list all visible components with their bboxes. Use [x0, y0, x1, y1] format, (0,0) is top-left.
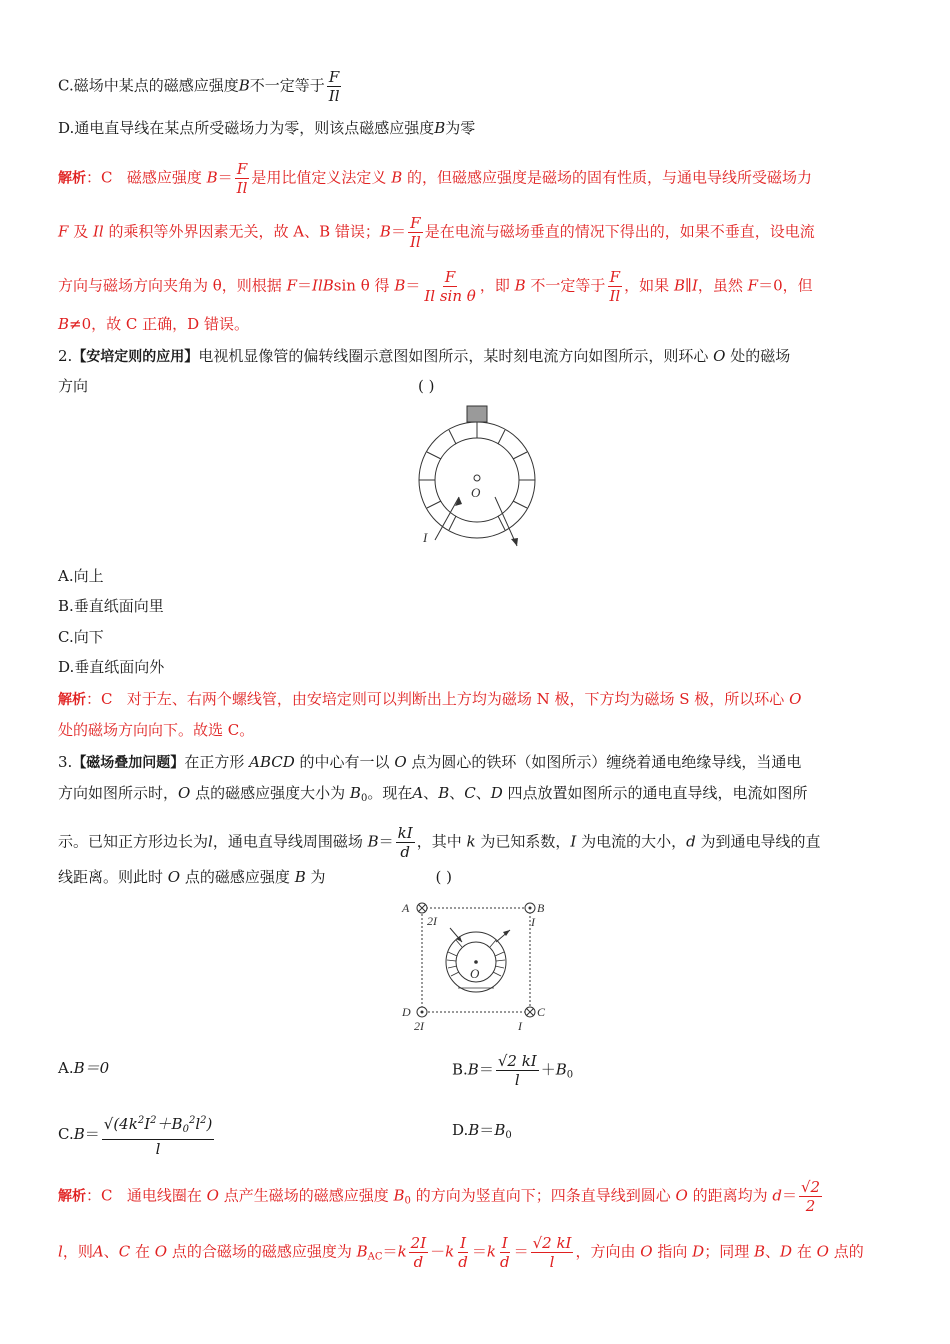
q3-stem-line4: 线距离。则此时 O 点的磁感应强度 B 为 ( )	[58, 868, 452, 886]
svg-text:I: I	[531, 915, 535, 929]
svg-text:B: B	[537, 901, 545, 915]
svg-text:2I: 2I	[414, 1019, 424, 1033]
q2-option-c: C.向下	[58, 628, 104, 646]
q3-analysis-line1: 解析：C 通电线圈在 O 点产生磁场的磁感应强度 $B_0$ 的方向为竖直向下；四条直导线到圆心 O 的距离均为 d＝ $\frac{√2}{2}$	[58, 1178, 821, 1215]
q1-analysis-line3: 方向与磁场方向夹角为 θ，则根据 F＝IlBsin θ 得 B＝ $\frac{F}{\text{Il sin θ}}$ ，即 B 不一定等于 $\frac{F}{Il}$ ，如果 B∥I，虽然 F＝0，但	[58, 268, 813, 305]
q1-option-c: C.磁场中某点的磁感应强度B不一定等于 $\frac{F}{Il}$	[58, 68, 340, 105]
svg-text:O: O	[471, 485, 481, 500]
q3-square-wires-figure	[398, 896, 552, 1036]
q2-deflection-coil-figure	[405, 400, 545, 552]
q1-analysis-line1: 解析：C 磁感应强度 B＝ $\frac{F}{Il}$ 是用比值定义法定义 B 的，但磁感应强度是磁场的固有性质，与通电导线所受磁场力	[58, 160, 813, 197]
q3-option-c: C.B＝ $\frac{√(4k^2I^2+B_0^2l^2)}{l}$	[58, 1112, 216, 1158]
q3-stem-line2: 方向如图所示时，O 点的磁感应强度大小为 $B_0$。现在A、B、C、D 四点放置如图所示的通电直导线，电流如图所	[58, 784, 808, 804]
q1-option-d: D.通电直导线在某点所受磁场力为零，则该点磁感应强度B为零	[58, 119, 476, 137]
svg-text:I: I	[423, 530, 428, 545]
q2-stem-line2: 方向 ( )	[58, 377, 435, 395]
q3-analysis-line2: l，则A、C 在 O 点的合磁场的磁感应强度为 $B_{AC}=k$ $\frac{2I}{d}$ －k $\frac{I}{d}$ ＝k $\frac{I}{d}$ ＝ $\frac{√2 kI}{l}$ ，方向由 O 指向 D；同理 B、D 在 O 点的	[58, 1234, 864, 1271]
q3-option-a: A.B＝0	[58, 1059, 110, 1077]
svg-text:C: C	[537, 1005, 546, 1019]
q2-option-d: D.垂直纸面向外	[58, 658, 165, 676]
svg-text:A: A	[402, 901, 410, 915]
q2-stem-line1: 2.【安培定则的应用】电视机显像管的偏转线圈示意图如图所示，某时刻电流方向如图所示，则环心 O 处的磁场	[58, 347, 791, 365]
q2-analysis-line1: 解析：C 对于左、右两个螺线管，由安培定则可以判断出上方均为磁场 N 极，下方均为磁场 S 极，所以环心 O	[58, 690, 802, 708]
q2-option-b: B.垂直纸面向里	[58, 597, 164, 615]
q3-stem-line3: 示。已知正方形边长为l，通电直导线周围磁场 B＝ $\frac{kI}{d}$ ，其中 k 为已知系数，I 为电流的大小，d 为到通电导线的直	[58, 824, 821, 861]
q3-option-d: $D.B=B_0$	[452, 1121, 512, 1141]
svg-text:I: I	[518, 1019, 522, 1033]
svg-text:D: D	[402, 1005, 411, 1019]
q3-stem-line1: 3.【磁场叠加问题】在正方形 ABCD 的中心有一以 O 点为圆心的铁环（如图所示）缠绕着通电绝缘导线，当通电	[58, 753, 802, 771]
q1-analysis-line2: F 及 Il 的乘积等外界因素无关，故 A、B 错误；B＝ $\frac{F}{Il}$ 是在电流与磁场垂直的情况下得出的，如果不垂直，设电流	[58, 214, 815, 251]
fraction-f-over-il: $\frac{F}{Il}$	[328, 68, 340, 105]
q3-option-b: B.B＝ $\frac{√2 kI}{l}$ $+B_0$	[452, 1052, 574, 1089]
svg-text:2I: 2I	[427, 914, 437, 928]
q2-option-a: A.向上	[58, 567, 104, 585]
q1-analysis-line4: B≠0，故 C 正确，D 错误。	[58, 315, 249, 333]
svg-text:O: O	[470, 966, 480, 981]
q2-analysis-line2: 处的磁场方向向下。故选 C。	[58, 721, 255, 739]
